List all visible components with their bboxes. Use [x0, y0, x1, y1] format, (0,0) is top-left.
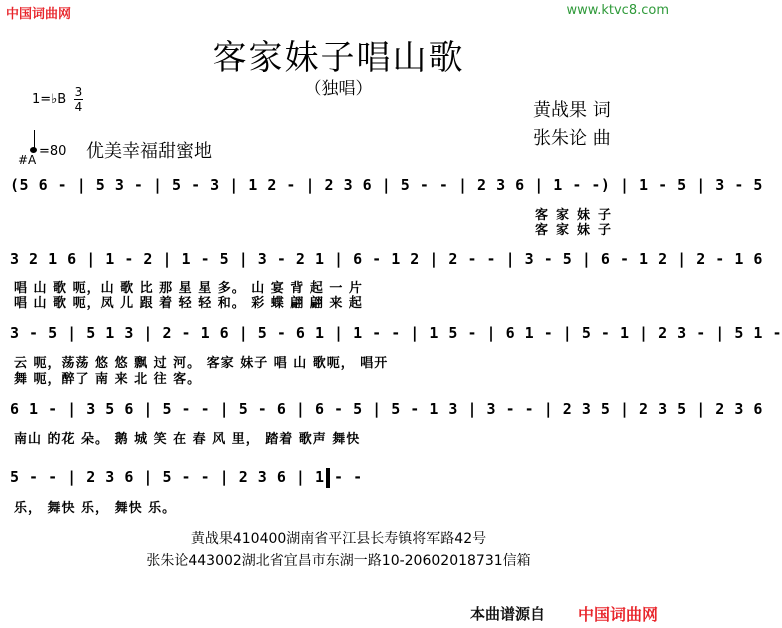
lyric-line-2a: 唱 山 歌 呃，山 歌 比 那 星 星 多。 山 宴 背 起 一 片	[14, 281, 363, 296]
song-subtitle: （独唱）	[304, 79, 373, 99]
capo-marking: #A	[18, 153, 37, 167]
address-lyricist: 黄战果410400湖南省平江县长寿镇将军路42号	[190, 531, 487, 547]
key-signature: 1=♭B	[32, 92, 67, 107]
score-line-1: (5 6 - | 5 3 - | 5 - 3 | 1 2 - | 2 3 6 | 5 - - | 2 3 6 | 1 - -) | 1 - 5 | 3 - 5	[10, 176, 763, 194]
lyric-line-1b: 客家妹子	[535, 223, 620, 238]
lyric-line-3a: 云 呃，荡荡 悠 悠 飘 过 河。 客家 妹子 唱 山 歌呃， 唱开	[14, 356, 389, 371]
time-signature	[74, 86, 83, 113]
address-composer: 张朱论443002湖北省宜昌市东湖一路10-20602018731信箱	[146, 553, 531, 569]
watermark-right[interactable]: www.ktvc8.com	[566, 3, 669, 18]
composer-credit: 张朱论 曲	[533, 128, 611, 149]
score-line-4: 6 1 - | 3 5 6 | 5 - - | 5 - 6 | 6 - 5 | 5 - 1 3 | 3 - - | 2 3 5 | 2 3 5 | 2 3 6	[10, 400, 763, 418]
tempo-marking: =80	[39, 144, 67, 159]
lyric-line-2b: 唱 山 歌 呃，凤 儿 跟 着 轻 轻 和。 彩 蝶 翩 翩 来 起	[14, 296, 363, 311]
lyric-line-5: 乐， 舞快 乐， 舞快 乐。	[14, 501, 177, 516]
score-line-2: 3 2 1 6 | 1 - 2 | 1 - 5 | 3 - 2 1 | 6 - 1 2 | 2 - - | 3 - 5 | 6 - 1 2 | 2 - 1 6	[10, 250, 763, 268]
meter-top: 3	[74, 85, 83, 99]
lyric-line-3b: 舞 呃，醉了 南 来 北 往 客。	[14, 372, 202, 387]
score-line-5: 5 - - | 2 3 6 | 5 - - | 2 3 6 | 1 - -	[10, 468, 363, 486]
watermark-left: 中国词曲网	[6, 7, 72, 22]
final-barline	[326, 468, 330, 488]
lyric-line-4: 南山 的花 朵。 鹅 城 笑 在 春 风 里， 踏着 歌声 舞快	[14, 432, 361, 447]
lyric-line-1a: 客家妹子	[535, 208, 620, 223]
expression-marking: 优美幸福甜蜜地	[86, 141, 212, 162]
footer-site-link[interactable]: 中国词曲网	[578, 605, 659, 624]
lyricist-credit: 黄战果 词	[533, 100, 611, 121]
song-title: 客家妹子唱山歌	[212, 38, 465, 78]
meter-bottom: 4	[74, 100, 83, 114]
score-line-3: 3 - 5 | 5 1 3 | 2 - 1 6 | 5 - 6 1 | 1 - - | 1 5 - | 6 1 - | 5 - 1 | 2 3 - | 5 1 -	[10, 324, 782, 342]
footer-source-text: 本曲谱源自	[470, 605, 546, 623]
